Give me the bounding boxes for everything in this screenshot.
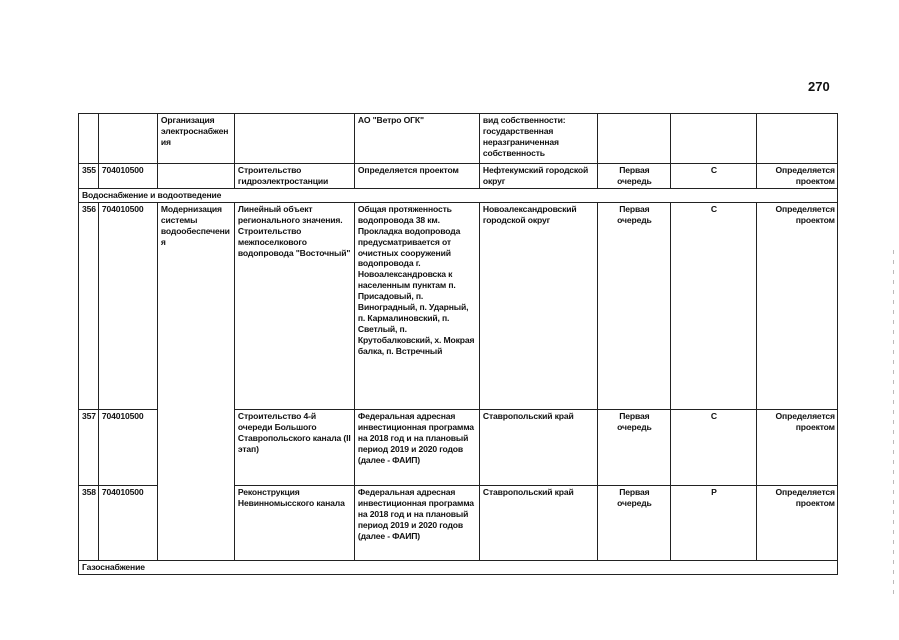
object-code: 704010500: [98, 485, 157, 560]
row-number: 357: [79, 409, 99, 485]
row-number: 356: [79, 202, 99, 409]
table-row: [79, 164, 838, 189]
object-name: Линейный объект регионального значения. Строительство межпоселкового водопровода "Восточный": [234, 202, 354, 409]
object-purpose: Организация электроснабжен ия: [157, 114, 234, 164]
object-stage: Первая очередь: [597, 485, 670, 560]
object-zone: Определяется проектом: [756, 485, 837, 560]
page-number: 270: [808, 79, 830, 94]
object-status: С: [670, 202, 756, 409]
object-code: 704010500: [98, 409, 157, 485]
planning-table: [78, 113, 838, 575]
object-status: С: [670, 164, 756, 189]
table-row: [79, 202, 838, 409]
object-status: [670, 114, 756, 164]
object-description: Определяется проектом: [354, 164, 479, 189]
object-purpose: [157, 164, 234, 189]
object-code: 704010500: [98, 202, 157, 409]
object-location: Ставропольский край: [479, 485, 597, 560]
object-description: Федеральная адресная инвестиционная программа на 2018 год и на плановый период 2019 и 2020 годов (далее - ФАИП): [354, 409, 479, 485]
object-name: [234, 114, 354, 164]
object-name: Строительство 4-й очереди Большого Ставропольского канала (II этап): [234, 409, 354, 485]
object-zone: Определяется проектом: [756, 202, 837, 409]
object-zone: [756, 114, 837, 164]
object-zone: Определяется проектом: [756, 164, 837, 189]
object-code: [98, 114, 157, 164]
object-location: Новоалександровский городской округ: [479, 202, 597, 409]
object-purpose: Модернизация системы водообеспечени я: [157, 202, 234, 560]
object-stage: Первая очередь: [597, 164, 670, 189]
section-heading: Водоснабжение и водоотведение: [79, 189, 838, 203]
scan-edge-artifact: [893, 250, 894, 600]
object-location: Нефтекумский городской округ: [479, 164, 597, 189]
object-description: Федеральная адресная инвестиционная программа на 2018 год и на плановый период 2019 и 2020 годов (далее - ФАИП): [354, 485, 479, 560]
object-code: 704010500: [98, 164, 157, 189]
object-stage: Первая очередь: [597, 409, 670, 485]
object-zone: Определяется проектом: [756, 409, 837, 485]
row-number: 355: [79, 164, 99, 189]
row-number: 358: [79, 485, 99, 560]
object-name: Реконструкция Невинномысского канала: [234, 485, 354, 560]
object-stage: Первая очередь: [597, 202, 670, 409]
object-location: вид собственности: государственная неразграниченная собственность: [479, 114, 597, 164]
object-status: Р: [670, 485, 756, 560]
section-heading: Газоснабжение: [79, 560, 838, 574]
object-status: С: [670, 409, 756, 485]
object-description: Общая протяженность водопровода 38 км. Прокладка водопровода предусматривается от очистных сооружений водопровода г. Новоалександровска к населенным пунктам п. Присадовый, п. Виноградный, п. Ударный, п. Кармалиновский, п. Светлый, п. Крутобалковский, х. Мокрая балка, п. Встречный: [354, 202, 479, 409]
row-number: [79, 114, 99, 164]
object-stage: [597, 114, 670, 164]
section-row: [79, 189, 838, 203]
object-location: Ставропольский край: [479, 409, 597, 485]
table-row: [79, 114, 838, 164]
object-name: Строительство гидроэлектростанции: [234, 164, 354, 189]
section-row: [79, 560, 838, 574]
object-description: АО "Ветро ОГК": [354, 114, 479, 164]
